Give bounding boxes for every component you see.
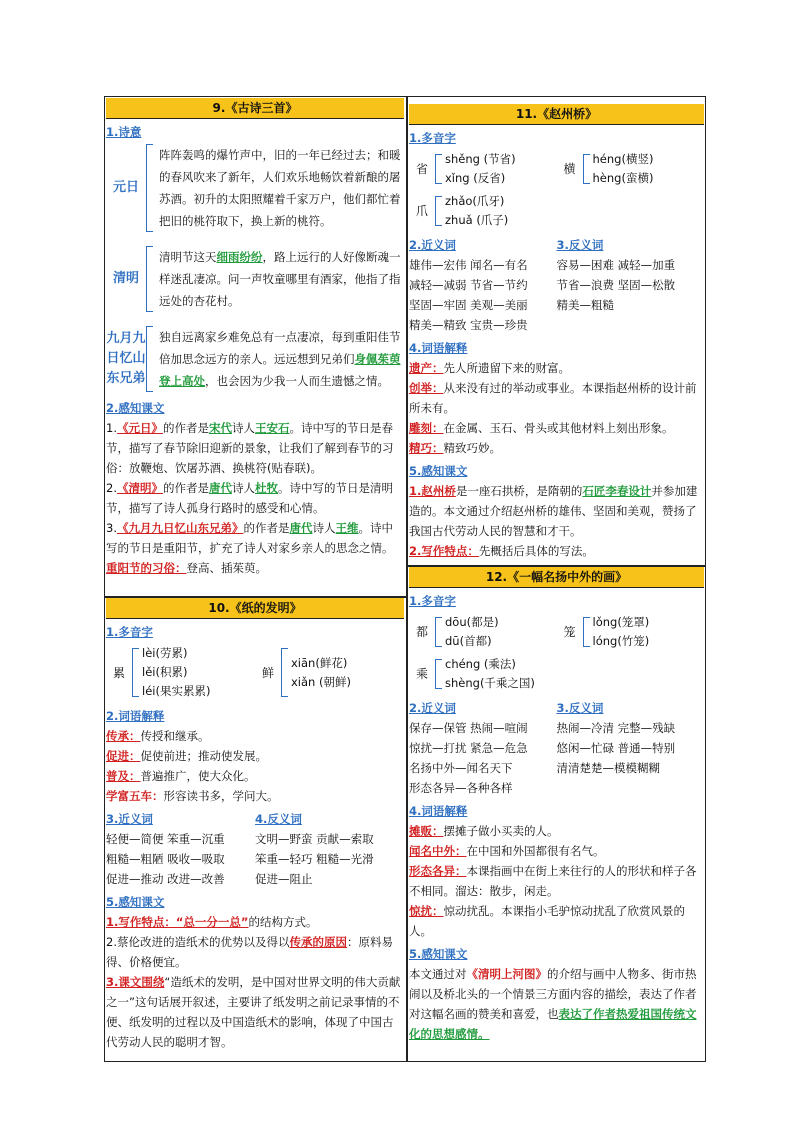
highlight: 石匠李春设计 [582,484,652,498]
word: 惊扰： [409,904,444,918]
option: lèi(劳累) [142,646,188,660]
char: 乘 [415,667,428,681]
text: ，路上远行的人好像断魂一样迷乱凄凉。问一声牧童哪里有酒家，他指了指远处的杏花村。 [159,250,401,308]
word: 创举： [409,381,444,395]
ant-row: 文明—野蛮 贡献—索取 [255,832,374,846]
text: 清明节这天 [159,250,217,264]
word-2 [409,378,704,418]
options [445,613,499,651]
option: lóng(竹笼) [592,634,650,648]
poem-meaning [159,326,404,392]
k2 [106,932,404,972]
brace [146,144,153,232]
poem-meaning [159,246,404,312]
heading: 3.反义词 [556,238,604,252]
brace [281,648,288,697]
term: 1.赵州桥 [409,484,456,498]
option: shèng(千乘之国) [445,676,535,690]
label: 2.写作特点： [409,544,479,558]
ant-row: 热闹—冷清 完整—残缺 [556,721,676,735]
text: 。诗中写的节日是清明节，描写了诗人孤身行路时的感受和心情。 [106,481,393,515]
syn-ant [409,232,704,335]
section-11-heading-1: 1.多音字 [409,131,456,145]
highlight: 细雨纷纷 [216,250,263,264]
char: 笼 [563,625,576,639]
polyphone-lei [106,644,255,701]
option: dōu(都是) [445,615,499,629]
custom-text: 登高、插茱萸。 [186,561,267,575]
poem-meaning: 阵阵轰鸣的爆竹声中，旧的一年已经过去；和暖的春风吹来了新年，人们欢乐地畅饮着新酿的屠苏酒。初升的太阳照耀着千家万户，他们都忙着把旧的桃符取下，换上新的桃符。 [159,148,401,228]
option: xiān(鲜花) [291,655,348,670]
section-11-heading-4: 4.词语解释 [409,341,468,355]
option: shěng (节省) [445,152,516,166]
antonyms [557,695,705,798]
definition: 本课指画中在街上来往行的人的形状和样子各不相同。溜达：散步，闲走。 [409,864,697,898]
definition: 摆摊子做小买卖的人。 [443,824,559,838]
section-12 [409,567,704,1044]
poem-jiuyue [106,326,404,392]
item-2 [106,478,404,518]
section-11 [409,104,704,561]
word-1 [106,726,404,746]
synonyms [106,806,255,889]
syn-row: 促进—推动 改进—改善 [106,872,225,886]
brace [435,196,442,226]
section-10-heading-5: 5.感知课文 [106,895,165,909]
synonyms [409,695,557,798]
polyphone-long [557,613,705,651]
option: dū(首都) [445,634,492,648]
word-4 [106,786,404,806]
definition: 在金属、玉石、骨头或其他材料上刻出形象。 [443,421,674,435]
word: 雕刻： [409,421,444,435]
term: 《元日》 [116,421,163,435]
text: 的结构方式。 [248,915,318,929]
word-1 [409,358,704,378]
section-9-title: 9.《古诗三首》 [106,98,404,119]
highlight: 身佩茱萸登上高处 [159,352,401,388]
num: 3. [106,521,117,535]
polyphones [409,148,704,190]
ant-row: 清清楚楚—模模糊糊 [556,761,660,775]
k1 [106,912,404,932]
options [445,192,508,230]
syn-ant [409,695,704,798]
highlight: 表达了作者热爱祖国传统文化的思想感情。 [409,1007,697,1041]
k1 [409,964,704,1044]
text: ：原料易得、价格便宜。 [106,935,393,969]
custom-label: 重阳节的习俗： [106,561,187,575]
antonyms [557,232,705,335]
syn-row: 保存—保管 热闹—喧闹 [409,721,528,735]
poem-yuanri [106,144,404,232]
word: 学富五车： [106,789,164,803]
definition: 普遍推广，使大众化。 [140,769,256,783]
dynasty: 宋代 [208,421,232,435]
text: “造纸术的发明，是中国对世界文明的伟大贡献之一”这句话展开叙述，主要讲了纸发明之前记录事情的不便、纸发明的过程以及中国造纸术的影响，体现了中国古代劳动人民的聪明才智。 [106,975,401,1049]
term: 《九月九日忆山东兄弟》 [116,521,244,535]
word-4 [409,438,704,458]
text: 。诗中写的节日是重阳节，扩充了诗人对家乡亲人的思念之情。 [106,521,394,555]
option: chéng (乘法) [445,657,516,671]
brace [132,648,139,697]
column-divider [406,96,408,1062]
option: léi(果实累累) [142,684,211,698]
option: hèng(蛮横) [592,171,654,185]
section-11-heading-5: 5.感知课文 [409,464,468,478]
definition: 惊动扰乱。本课指小毛驴惊动扰乱了欣赏风景的人。 [409,904,685,938]
char: 累 [112,665,125,680]
syn-ant [106,806,404,889]
heading: 4.反义词 [255,812,302,826]
syn-row: 雄伟—宏伟 闻名—有名 [409,258,528,272]
syn-row: 轻便—简便 笨重—沉重 [106,832,225,846]
poem-name: 清明 [112,271,139,286]
text: 并参加建造的。本文通过介绍赵州桥的雄伟、坚固和美观，赞扬了我国古代劳动人民的智慧和才干。 [409,484,698,538]
section-11-title: 11.《赵州桥》 [409,104,704,125]
k2 [409,541,704,561]
text: ，也会因为少我一人而生遗憾之情。 [205,374,389,388]
section-10 [106,598,404,1052]
syn-row: 惊扰—打扰 紧急—危急 [409,741,528,755]
text: 本文通过对 [409,967,467,981]
polyphone-sheng [409,150,557,188]
polyphone-zhua [409,192,704,230]
poet: 杜牧 [254,481,278,495]
word-2 [409,841,704,861]
word-3 [409,861,704,901]
text: 的介绍与画中人物多、街市热闹以及桥北头的一个情景三方面内容的描绘，表达了作者对这幅名画的赞美和喜爱，也 [409,967,697,1021]
section-12-heading-4: 4.词语解释 [409,804,468,818]
ant-row: 促进—阻止 [255,872,313,886]
brace [146,326,153,392]
text: 诗人 [231,421,255,435]
definition: 在中国和外国都很有名气。 [466,844,605,858]
section-10-heading-2: 2.词语解释 [106,709,165,723]
heading: 3.反义词 [556,701,604,715]
option: xǐng (反省) [445,171,506,185]
syn-row: 粗糙—粗陋 吸收—吸取 [106,852,225,866]
word: 形态各异： [409,864,467,878]
options [142,644,210,701]
ant-row: 精美—粗糙 [556,298,614,312]
label: 3.课文围绕 [106,975,165,989]
text: 先概括后具体的写法。 [478,544,594,558]
word-3 [106,766,404,786]
polyphones [409,611,704,653]
polyphone-dou [409,613,557,651]
dynasty: 唐代 [289,521,313,535]
item-3 [106,518,404,578]
syn-row: 精美—精致 宝贵—珍贵 [409,318,528,332]
text: 2.蔡伦改进的造纸术的优势以及得以 [106,935,290,949]
text: 是一座石拱桥，是隋朝的 [455,484,583,498]
syn-row: 名扬中外—闻名天下 [409,761,513,775]
brace [435,659,442,689]
section-9 [106,98,404,578]
num: 1. [106,421,117,435]
definition: 从来没有过的举动或事业。本课指赵州桥的设计前所未有。 [409,381,697,415]
definition: 精致巧妙。 [443,441,501,455]
option: lǒng(笼罩) [592,615,650,629]
poem-name: 九月九日忆山东兄弟 [106,331,146,386]
dynasty: 唐代 [208,481,232,495]
definition: 形容读书多，学问大。 [163,789,279,803]
options [593,613,650,651]
options [291,654,351,692]
section-12-title: 12.《一幅名扬中外的画》 [409,567,704,588]
ant-row: 容易—困难 减轻—加重 [556,258,676,272]
ant-row: 悠闲—忙碌 普通—特别 [556,741,676,755]
ant-row: 笨重—轻巧 粗糙—光滑 [255,852,374,866]
char: 都 [415,625,428,639]
highlight: 传承的原因 [289,935,347,949]
section-12-heading-1: 1.多音字 [409,594,456,608]
syn-row: 坚固—牢固 美观—美丽 [409,298,528,312]
word: 促进： [106,749,141,763]
polyphones [106,642,404,703]
item-1 [106,418,404,478]
word: 精巧： [409,441,444,455]
text: 。诗中写的节日是春节，描写了春节除旧迎新的景象，让我们了解到春节的习俗：放鞭炮、饮屠苏酒、换桃符(贴春联)。 [106,421,394,475]
word: 遗产： [409,361,444,375]
char: 横 [563,162,576,176]
polyphone-heng [557,150,705,188]
ant-row: 节省—浪费 坚固—松散 [556,278,676,292]
char: 省 [415,162,428,176]
brace [583,617,590,647]
label: 1.写作特点：“总一分一总” [106,915,249,929]
word: 传承： [106,729,141,743]
poet: 王安石 [254,421,290,435]
char: 爪 [415,204,428,218]
word-1 [409,821,704,841]
options [593,150,654,188]
poem-name: 元日 [112,180,139,195]
option: lěi(积累) [142,665,188,679]
definition: 促使前进；推动使发展。 [140,749,267,763]
k3 [106,972,404,1052]
brace [435,617,442,647]
options [445,150,516,188]
heading: 2.近义词 [409,701,456,715]
text: 的作者是 [243,521,290,535]
heading: 3.近义词 [106,812,153,826]
section-12-heading-5: 5.感知课文 [409,947,468,961]
options [445,655,535,693]
brace [435,154,442,184]
text: 独自远离家乡难免总有一点凄凉，每到重阳佳节倍加思念远方的亲人。远远想到兄弟们 [159,330,401,366]
term: 《清明上河图》 [466,967,547,981]
option: zhuǎ (爪子) [445,213,509,227]
poet: 王维 [335,521,359,535]
text: 的作者是 [162,421,209,435]
brace [583,154,590,184]
char: 鲜 [261,665,274,680]
option: héng(横竖) [592,152,654,166]
polyphone-cheng [409,655,704,693]
section-10-title: 10.《纸的发明》 [106,598,404,619]
syn-row: 形态各异—各种各样 [409,781,513,795]
option: zhǎo(爪牙) [445,194,505,208]
definition: 传授和继承。 [140,729,210,743]
text: 的作者是 [162,481,209,495]
word: 普及： [106,769,141,783]
section-9-heading-2: 2.感知课文 [106,401,165,415]
text: 诗人 [312,521,336,535]
heading: 2.近义词 [409,238,456,252]
k1 [409,481,704,541]
text: 诗人 [231,481,255,495]
term: 《清明》 [116,481,163,495]
synonyms [409,232,557,335]
syn-row: 减轻—减弱 节省—节约 [409,278,528,292]
section-9-heading-1: 1.诗意 [106,125,142,139]
antonyms [255,806,404,889]
section-10-heading-1: 1.多音字 [106,625,153,639]
option: xiǎn (朝鲜) [291,674,351,689]
poem-qingming [106,246,404,312]
word-3 [409,418,704,438]
definition: 先人所遗留下来的财富。 [443,361,570,375]
polyphone-xian [255,644,404,701]
word: 闻名中外： [409,844,467,858]
word-4 [409,901,704,941]
word: 摊贩： [409,824,444,838]
num: 2. [106,481,117,495]
word-2 [106,746,404,766]
brace [146,246,153,312]
